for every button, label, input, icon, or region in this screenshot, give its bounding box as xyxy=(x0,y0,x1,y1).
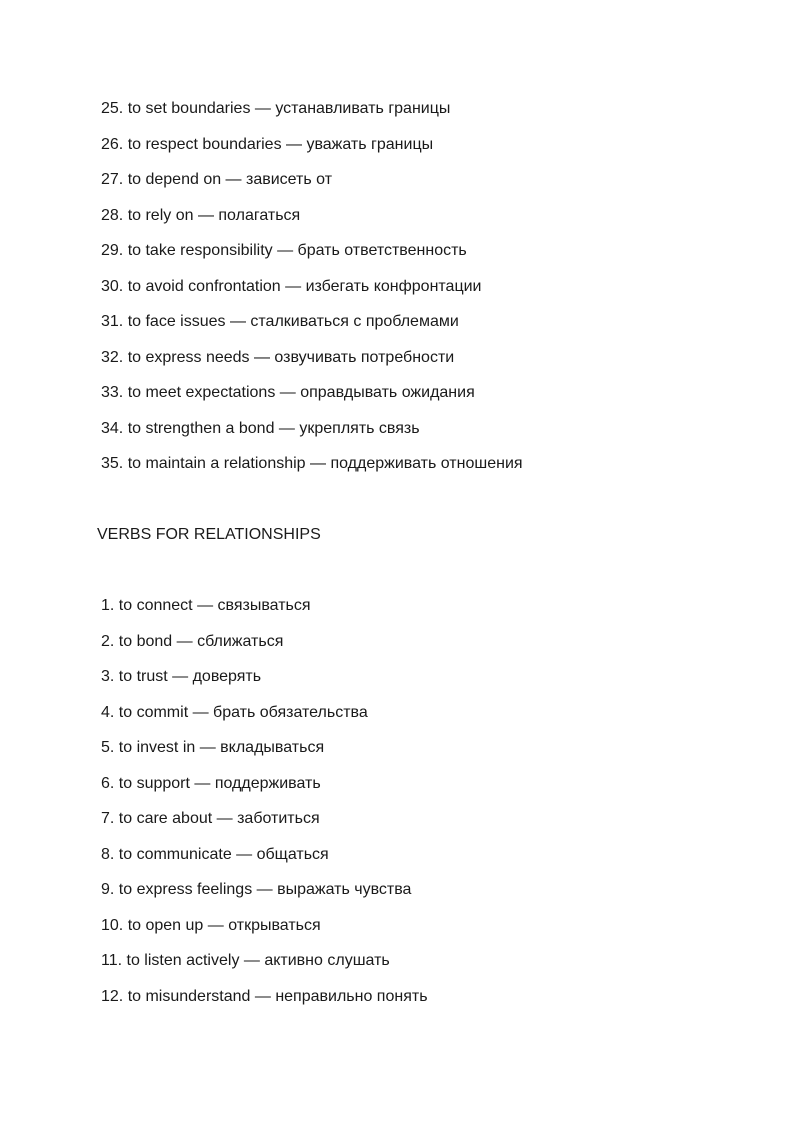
vocabulary-list-continued xyxy=(101,95,523,486)
list-item: 9. to express feelings — выражать чувства xyxy=(101,881,412,898)
list-item: 7. to care about — заботиться xyxy=(101,810,320,827)
list-item: 25. to set boundaries — устанавливать границы xyxy=(101,100,451,117)
section-heading: VERBS FOR RELATIONSHIPS xyxy=(97,526,321,543)
list-item: 11. to listen actively — активно слушать xyxy=(101,952,390,969)
list-item: 12. to misunderstand — неправильно понять xyxy=(101,987,428,1005)
list-item: 2. to bond — сближаться xyxy=(101,632,284,650)
list-item: 10. to open up — открываться xyxy=(101,916,321,934)
list-item: 33. to meet expectations — оправдывать ожидания xyxy=(101,384,475,401)
list-item: 28. to rely on — полагаться xyxy=(101,206,301,224)
list-item: 27. to depend on — зависеть от xyxy=(101,171,333,188)
list-item: 29. to take responsibility — брать ответственность xyxy=(101,242,467,259)
list-item: 5. to invest in — вкладываться xyxy=(101,739,325,756)
list-item: 34. to strengthen a bond — укреплять связь xyxy=(101,419,420,437)
list-item: 30. to avoid confrontation — избегать конфронтации xyxy=(101,277,482,295)
list-item: 4. to commit — брать обязательства xyxy=(101,703,368,721)
list-item: 35. to maintain a relationship — поддерживать отношения xyxy=(101,455,523,472)
list-item: 3. to trust — доверять xyxy=(101,668,262,685)
list-item: 32. to express needs — озвучивать потребности xyxy=(101,348,455,366)
list-item: 26. to respect boundaries — уважать границы xyxy=(101,135,434,153)
list-item: 6. to support — поддерживать xyxy=(101,774,321,792)
verbs-for-relationships-list xyxy=(101,592,428,1018)
list-item: 31. to face issues — сталкиваться с проблемами xyxy=(101,313,459,330)
list-item: 8. to communicate — общаться xyxy=(101,845,329,863)
list-item: 1. to connect — связываться xyxy=(101,597,311,614)
